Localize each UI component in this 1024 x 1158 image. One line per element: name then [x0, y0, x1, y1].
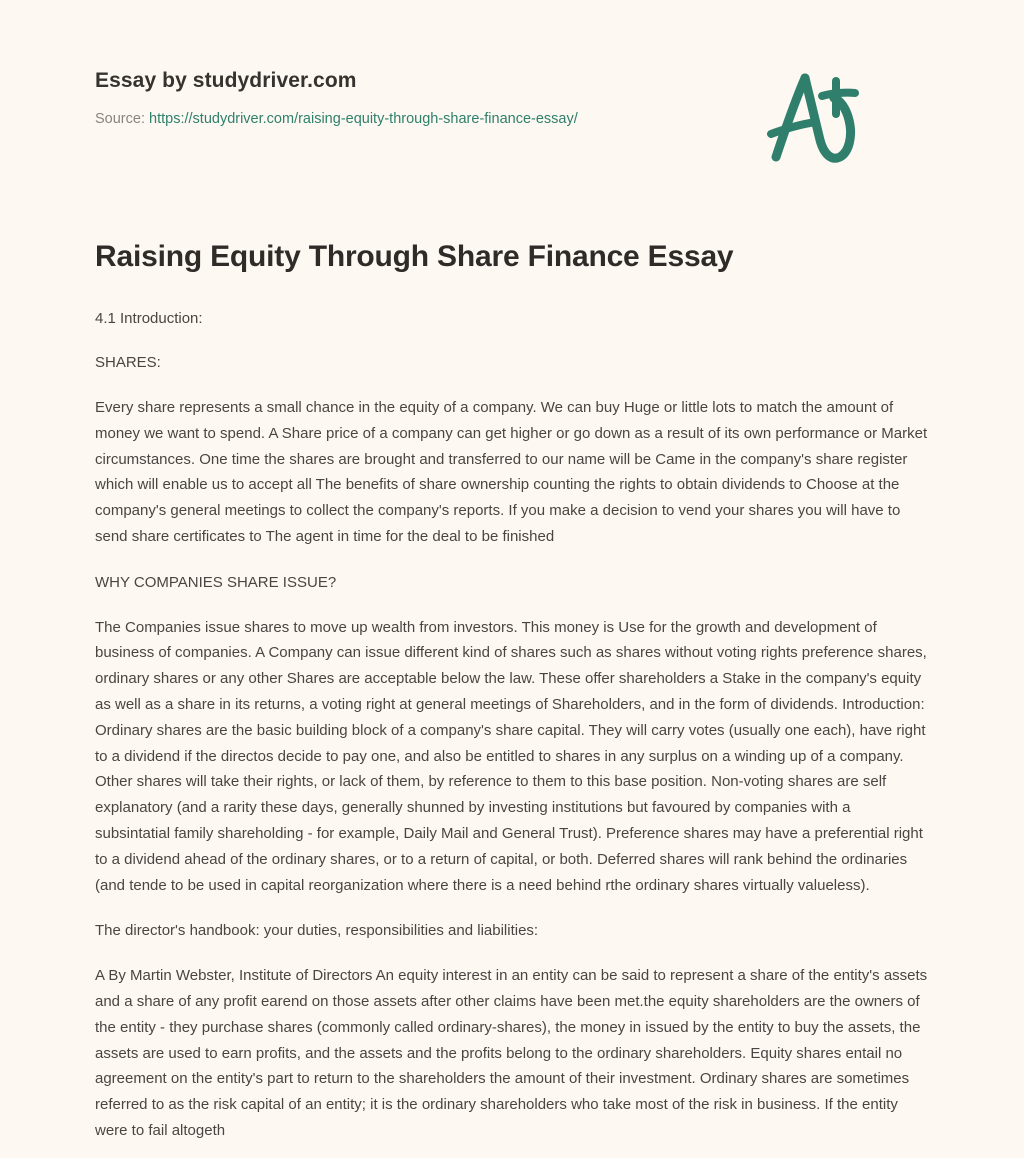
brand-title: Essay by studydriver.com	[95, 69, 357, 92]
document-header	[95, 0, 929, 128]
paragraph: The director's handbook: your duties, responsibilities and liabilities:	[95, 922, 539, 940]
paragraph: The Companies issue shares to move up wealth from investors. This money is Use for the growth and development of business of companies. A Company can issue different kind of shares such as shares without voting rights preference shares, ordinary shares or any other Shares are acceptable below the law. These offer shareholders a Stake in the company's equity as well as a share in its returns, a voting right at general meetings of Shareholders, and in the form of dividends. Introduction: Ordinary shares are the basic building block of a company's share capital. They will carry votes (usually one each), have right to a dividend if the directos decide to pay one, and also be entitled to shares in any surplus on a winding up of a company. Other shares will take their rights, or lack of them, by reference to them to this base position. Non-voting shares are self explanatory (and a rarity these days, generally shunned by investing institutions but favoured by companies with a subsintatial family shareholding - for example, Daily Mail and General Trust). Preference shares may have a preferential right to a dividend ahead of the ordinary shares, or to a return of capital, or both. Deferred shares will rank behind the ordinaries (and tende to be used in capital reorganization where there is a need behind rthe ordinary shares virtually valueless).	[95, 618, 927, 894]
paragraph: 4.1 Introduction:	[95, 309, 203, 327]
source-url-link[interactable]: https://studydriver.com/raising-equity-through-share-finance-essay/	[149, 111, 578, 128]
paragraph: SHARES:	[95, 354, 161, 372]
document-body	[95, 276, 929, 1144]
paragraph: Every share represents a small chance in the equity of a company. We can buy Huge or little lots to match the amount of money we want to spend. A Share price of a company can get higher or go down as a result of its own performance or Market circumstances. One time the shares are brought and transferred to our name will be Came in the company's share register which will enable us to accept all The benefits of share ownership counting the rights to obtain dividends to Choose at the company's general meetings to collect the company's reports. If you make a decision to vend your shares you will have to send share certificates to The agent in time for the deal to be finished	[95, 399, 928, 546]
page-title: Raising Equity Through Share Finance Essay	[95, 240, 734, 273]
studydriver-a-plus-logo-icon	[754, 62, 874, 172]
paragraph: WHY COMPANIES SHARE ISSUE?	[95, 573, 337, 591]
paragraph: A By Martin Webster, Institute of Directors An equity interest in an entity can be said to represent a share of the entity's assets and a share of any profit earend on those assets after other claims have been met.the equity shareholders are the owners of the entity - they purchase shares (commonly called ordinary-shares), the money in issued by the entity to buy the assets, the assets are used to earn profits, and the assets and the profits belong to the ordinary shareholders. Equity shares entail no agreement on the entity's part to return to the shareholders the amount of their investment. Ordinary shares are sometimes referred to as the risk capital of an entity; it is the ordinary shareholders who take most of the risk in business. If the entity were to fail altogeth	[95, 967, 928, 1140]
source-label: Source:	[95, 111, 145, 128]
